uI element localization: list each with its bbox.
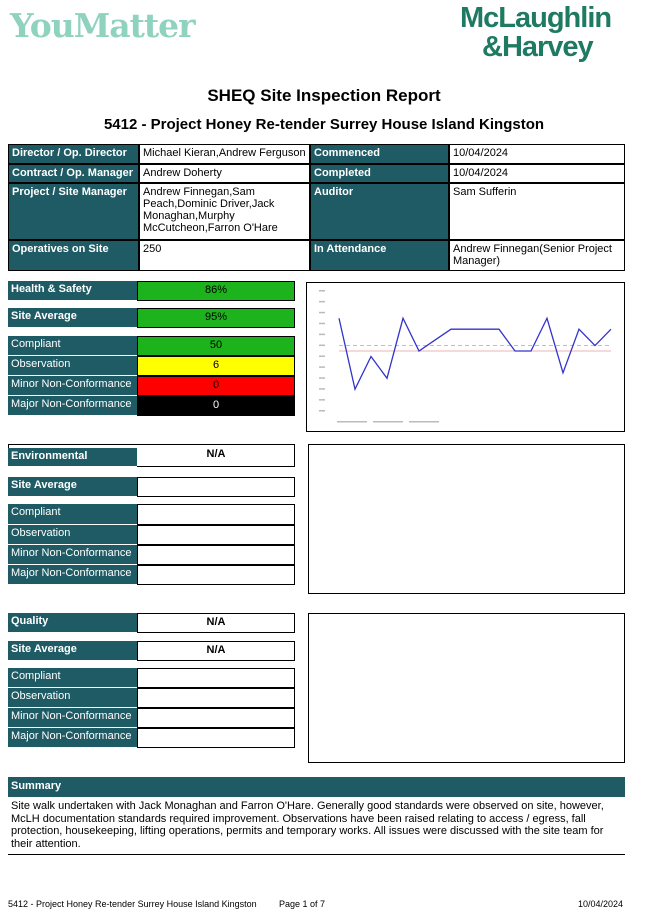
logo-line-2: &Harvey (482, 31, 593, 63)
operatives-value: 250 (139, 240, 310, 271)
axis-tick (319, 366, 325, 368)
footer-page: Page 1 of 7 (279, 899, 326, 909)
env-observation (137, 525, 295, 545)
director-label: Director / Op. Director (8, 144, 139, 164)
quality-observation-label: Observation (8, 688, 137, 708)
quality-minor-label: Minor Non-Conformance (8, 708, 137, 728)
quality-score: N/A (137, 613, 295, 633)
env-chart-frame (308, 444, 625, 594)
project-label: Project / Site Manager (8, 183, 139, 240)
report-subtitle: 5412 - Project Honey Re-tender Surrey House Island Kingston (103, 116, 545, 133)
quality-label: Quality (8, 613, 137, 633)
attendance-label: In Attendance (310, 240, 449, 271)
quality-site-average-label: Site Average (8, 641, 137, 661)
logo-line-1: McLaughlin (460, 2, 612, 34)
env-observation-label: Observation (8, 525, 137, 545)
hs-score: 86% (137, 281, 295, 301)
hs-site-average: 95% (137, 308, 295, 328)
env-major-label: Major Non-Conformance (8, 565, 137, 585)
operatives-label: Operatives on Site (8, 240, 139, 271)
quality-compliant (137, 668, 295, 688)
youmatter-logo: YouMatter (10, 6, 195, 45)
contract-label: Contract / Op. Manager (8, 164, 139, 183)
hs-observation-label: Observation (8, 356, 137, 376)
quality-site-average: N/A (137, 641, 295, 661)
axis-tick (319, 410, 325, 412)
axis-tick (319, 377, 325, 379)
axis-tick (319, 301, 325, 303)
env-minor-label: Minor Non-Conformance (8, 545, 137, 565)
axis-tick (319, 312, 325, 314)
summary-header: Summary (8, 777, 625, 797)
legend-swatch (337, 421, 367, 423)
contract-value: Andrew Doherty (139, 164, 310, 183)
auditor-value: Sam Sufferin (449, 183, 625, 240)
attendance-value: Andrew Finnegan(Senior Project Manager) (449, 240, 625, 271)
env-compliant (137, 504, 295, 525)
quality-observation (137, 688, 295, 708)
quality-major-label: Major Non-Conformance (8, 728, 137, 748)
footer-date: 10/04/2024 (578, 899, 624, 909)
env-compliant-label: Compliant (8, 504, 137, 525)
env-site-average (137, 477, 295, 497)
hs-compliant-label: Compliant (8, 336, 137, 356)
hs-observation: 6 (137, 356, 295, 376)
footer-project: 5412 - Project Honey Re-tender Surrey House Island Kingston (8, 899, 257, 909)
quality-minor (137, 708, 295, 728)
quality-major (137, 728, 295, 748)
report-title: SHEQ Site Inspection Report (207, 86, 441, 105)
hs-compliant: 50 (137, 336, 295, 356)
hs-site-average-label: Site Average (8, 308, 137, 328)
env-score: N/A (206, 448, 226, 460)
legend-swatch (409, 421, 439, 423)
director-value: Michael Kieran,Andrew Ferguson (139, 144, 310, 164)
hs-trend-chart (307, 283, 624, 431)
axis-tick (319, 388, 325, 390)
quality-chart-frame (308, 613, 625, 763)
hs-minor: 0 (137, 376, 295, 396)
axis-tick (319, 323, 325, 325)
hs-label: Health & Safety (8, 281, 137, 301)
axis-tick (319, 334, 325, 336)
hs-major-label: Major Non-Conformance (8, 396, 137, 416)
commenced-value: 10/04/2024 (449, 144, 625, 164)
legend-swatch (373, 421, 403, 423)
hs-minor-label: Minor Non-Conformance (8, 376, 137, 396)
env-minor (137, 545, 295, 565)
commenced-label: Commenced (310, 144, 449, 164)
axis-tick (319, 355, 325, 357)
quality-compliant-label: Compliant (8, 668, 137, 688)
env-label: Environmental (8, 448, 137, 467)
completed-value: 10/04/2024 (449, 164, 625, 183)
hs-major: 0 (137, 396, 295, 416)
axis-tick (319, 399, 325, 401)
project-value: Andrew Finnegan,Sam Peach,Dominic Driver,Jack Monaghan,Murphy McCutcheon,Farron O'Hare (139, 183, 310, 240)
summary-text: Site walk undertaken with Jack Monaghan and Farron O'Hare. Generally good standards were observed on site, however, McLH documentation standards required improvement. Observations have been raised relating to access / egress, fall protection, housekeeping, lifting operations, permits and temporary works. All issues were discussed with the site team for their attention. (8, 798, 625, 855)
env-site-average-label: Site Average (8, 477, 137, 497)
axis-tick (319, 345, 325, 347)
completed-label: Completed (310, 164, 449, 183)
env-major (137, 565, 295, 585)
series-line (339, 318, 611, 389)
hs-trend-chart-frame (306, 282, 625, 432)
mclaughlin-harvey-logo (460, 4, 630, 62)
axis-tick (319, 290, 325, 292)
auditor-label: Auditor (310, 183, 449, 240)
